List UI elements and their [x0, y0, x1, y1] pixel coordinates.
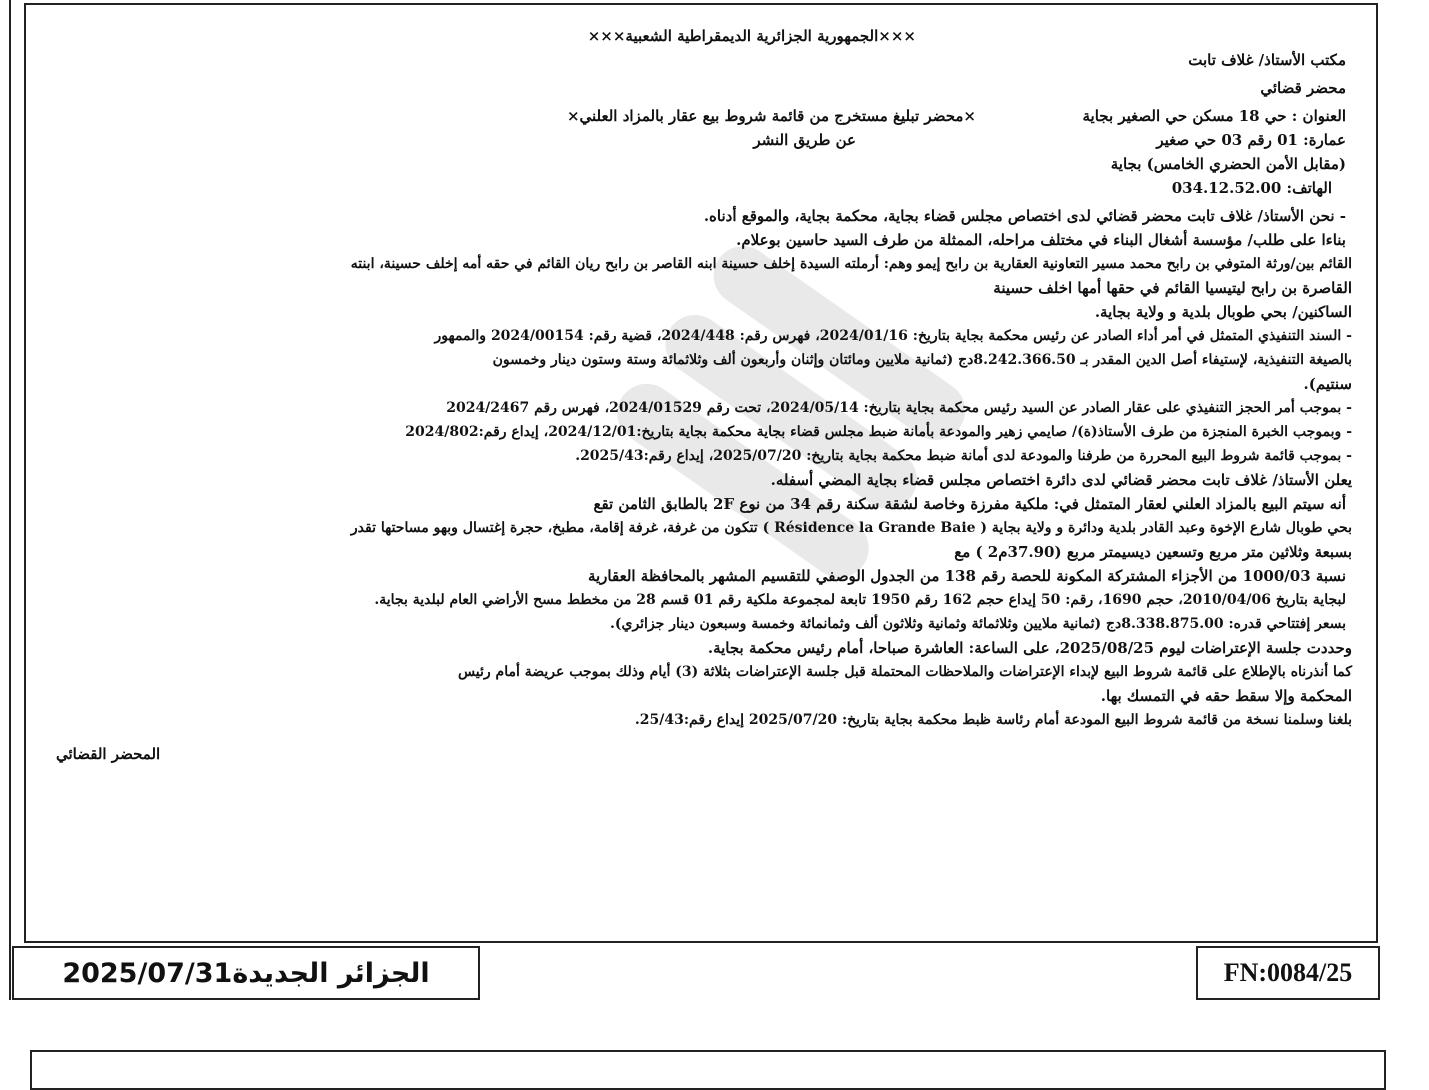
body-line: القاصرة بن رابح ليتيسيا القائم في حقها أمها اخلف حسينة [993, 279, 1352, 297]
body-line: أنه سيتم البيع بالمزاد العلني لعقار المتمثل في: ملكية مفرزة وخاصة لشقة سكنة رقم 34 من نوع 2F بالطابق الثامن تقع [593, 495, 1346, 513]
body-line: بلغنا وسلمنا نسخة من قائمة شروط البيع المودعة أمام رئاسة ظبط محكمة بجاية بتاريخ: 2025/07/20 إيداع رقم:25/43. [634, 712, 1352, 728]
body-line: القائم بين/ورثة المتوفي بن رابح محمد مسير التعاونية العقارية بن رابح إيمو وهم: أرملته السيدة إخلف حسينة ابنه القاصر بن رابح ريان القائم في حقه أمه إخلف حسينة، ابنته [350, 256, 1352, 272]
fn-code: FN:0084/25 [1223, 958, 1353, 987]
fn-code-box [1196, 946, 1380, 1000]
body-line: كما أنذرناه بالإطلاع على قائمة شروط البيع لإبداء الإعتراضات والملاحظات المحتملة قبل جلسة الإعتراضات بثلاثة (3) أيام وذلك بموجب عريضة أمام رئيس [457, 664, 1352, 680]
body-line: - وبموجب الخبرة المنجزة من طرف الأستاذ(ة)/ صايمي زهير والمودعة بأمانة ضبط مجلس قضاء بجاية محكمة بجاية بتاريخ:2024/12/01، إيداع رقم:2024/802 [405, 424, 1352, 440]
body-line: - بموجب أمر الحجز التنفيذي على عقار الصادر عن السيد رئيس محكمة بجاية بتاريخ: 2024/05/14، تحت رقم 2024/01529، فهرس رقم 2024/2467 [446, 400, 1352, 416]
republic-heading: ×××الجمهورية الجزائرية الديمقراطية الشعبية××× [587, 27, 916, 45]
announcement-frame [24, 3, 1378, 943]
body-line: لبجاية بتاريخ 2010/04/06، حجم 1690، رقم: 50 إيداع حجم 162 رقم 1950 تابعة لمجموعة ملكية رقم 01 قسم 28 من مخطط مسح الأراضي العام لبلدية بجاية. [374, 592, 1346, 608]
address-line-1: العنوان : حي 18 مسكن حي الصغير بجاية [1082, 107, 1346, 125]
signature-label: المحضر القضائي [56, 745, 161, 763]
newspaper-date: الجزائر الجديدة2025/07/31 [62, 957, 430, 989]
body-line: بناءا على طلب/ مؤسسة أشغال البناء في مختلف مراحله، الممثلة من طرف السيد حاسين بوعلام. [736, 231, 1346, 249]
left-border-line [0, 0, 11, 1000]
newspaper-date-box [12, 946, 480, 1000]
phone-number: الهاتف: 034.12.52.00 [1171, 179, 1332, 197]
address-line-2: عمارة: 01 رقم 03 حي صغير [1156, 131, 1346, 149]
body-line: بسعر إفتتاحي قدره: 8.338.875.00دج (ثمانية ملايين وثلاثمائة وثمانية وثلاثون ألف وثمانمائة وخمسة وسبعون دينار جزائري). [609, 616, 1346, 632]
body-line: نسبة 1000/03 من الأجزاء المشتركة المكونة للحصة رقم 138 من الجدول الوصفي للتقسيم المشهر بالمحافظة العقارية [587, 567, 1346, 585]
next-announcement-frame [30, 1050, 1386, 1090]
body-line: المحكمة وإلا سقط حقه في التمسك بها. [1100, 687, 1352, 705]
body-line: بسبعة وثلاثين متر مربع وتسعين ديسيمتر مربع (37.90م2 ) مع [954, 543, 1352, 561]
body-line: - بموجب قائمة شروط البيع المحررة من طرفنا والمودعة لدى أمانة ضبط محكمة بجاية بتاريخ: 2025/07/20، إيداع رقم:2025/43. [575, 448, 1352, 464]
address-line-3: (مقابل الأمن الحضري الخامس) بجاية [1110, 155, 1346, 173]
document-title: ×محضر تبليغ مستخرج من قائمة شروط بيع عقار بالمزاد العلني× [566, 107, 976, 125]
body-line: وحددت جلسة الإعتراضات ليوم 2025/08/25، على الساعة: العاشرة صباحا، أمام رئيس محكمة بجاية. [707, 639, 1352, 657]
body-line: - نحن الأستاذ/ غلاف تابت محضر قضائي لدى اختصاص مجلس قضاء بجاية، محكمة بجاية، والموقع أدناه. [703, 207, 1346, 225]
bailiff-title: محضر قضائي [1260, 79, 1346, 97]
body-line: - السند التنفيذي المتمثل في أمر أداء الصادر عن رئيس محكمة بجاية بتاريخ: 2024/01/16، فهرس رقم: 2024/448، قضية رقم: 2024/00154 والممهور [434, 328, 1352, 344]
body-line: يعلن الأستاذ/ غلاف تابت محضر قضائي لدى دائرة اختصاص مجلس قضاء بجاية المضي أسفله. [770, 471, 1352, 489]
body-line: سنتيم). [1303, 375, 1352, 393]
office-name: مكتب الأستاذ/ غلاف تابت [1188, 51, 1346, 69]
body-line: الساكنين/ بحي طوبال بلدية و ولاية بجاية. [1094, 303, 1352, 321]
body-line: بالصيغة التنفيذية، لإستيفاء أصل الدين المقدر بـ 8.242.366.50دج (ثمانية ملايين ومائتان وإثنان وأربعون ألف وثلاثمائة وستة وستون دينار وخمسون [492, 352, 1352, 368]
publication-method: عن طريق النشر [753, 131, 856, 149]
body-line: بحي طوبال شارع الإخوة وعبد القادر بلدية ودائرة و ولاية بجاية ( Résidence la Grande Baie ) تتكون من غرفة، غرفة إقامة، مطبخ، حجرة إغتسال وبهو مساحتها تقدر [350, 520, 1352, 536]
